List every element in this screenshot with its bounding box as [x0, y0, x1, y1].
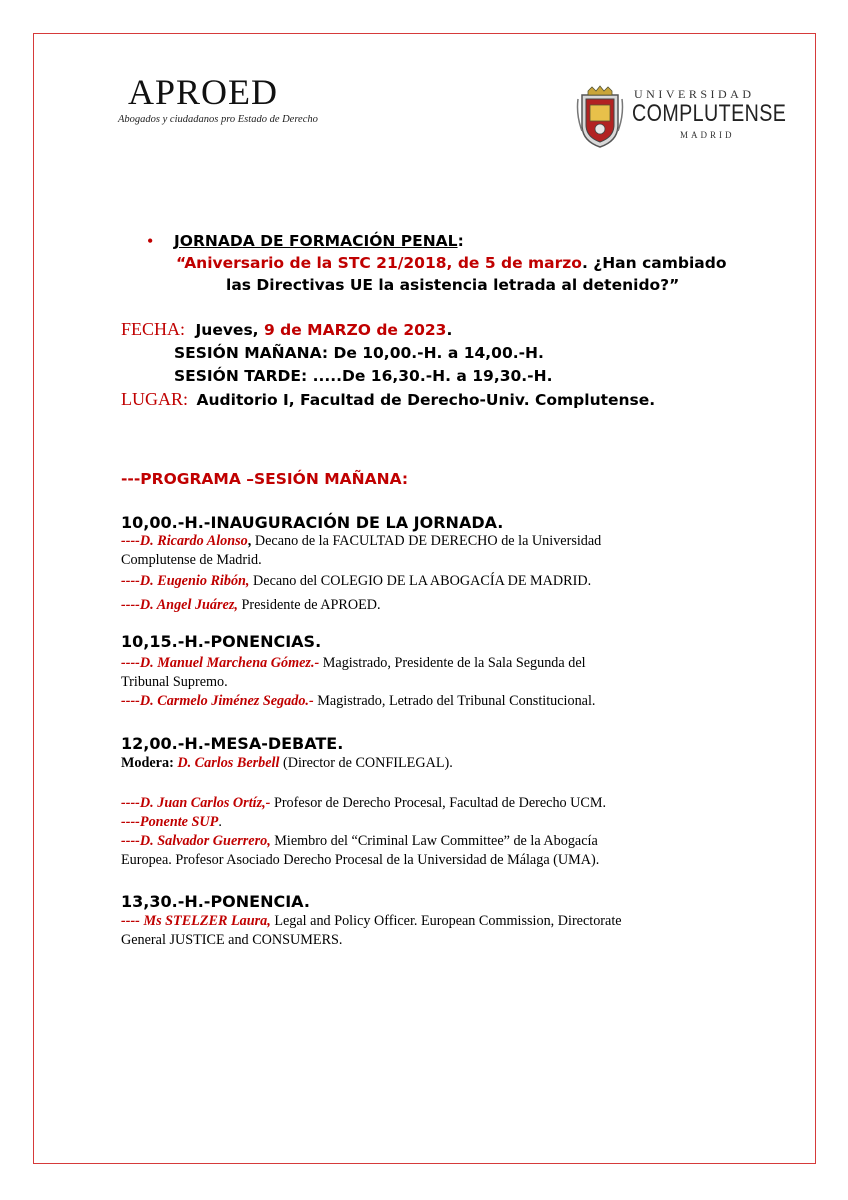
section-heading-inauguracion: 10,00.-H.-INAUGURACIÓN DE LA JORNADA.: [121, 513, 504, 532]
ucm-line1: UNIVERSIDAD: [634, 87, 755, 101]
list-item: ----Ponente SUP.: [121, 814, 222, 830]
list-item: ----D. Manuel Marchena Gómez.- Magistrado, Presidente de la Sala Segunda del Tribunal Supremo.: [121, 655, 586, 690]
ucm-line3: MADRID: [680, 130, 735, 140]
ucm-line2: COMPLUTENSE: [632, 100, 787, 127]
title-line2: “Aniversario de la STC 21/2018, de 5 de marzo. ¿Han cambiado: [176, 254, 727, 272]
ucm-crest-icon: [576, 85, 624, 151]
list-item: ----D. Ricardo Alonso, Decano de la FACULTAD DE DERECHO de la Universidad Complutense de Madrid.: [121, 533, 602, 568]
bullet-icon: •: [147, 231, 154, 251]
list-item: ----D. Eugenio Ribón, Decano del COLEGIO DE LA ABOGACÍA DE MADRID.: [121, 573, 592, 589]
aproed-name: APROED: [128, 72, 279, 112]
aproed-tagline: Abogados y ciudadanos pro Estado de Derecho: [118, 114, 318, 125]
modera-line: Modera: D. Carlos Berbell (Director de CONFILEGAL).: [121, 755, 453, 771]
list-item: ----D. Angel Juárez, Presidente de APROED.: [121, 597, 381, 613]
aproed-logo: [118, 72, 318, 125]
title-line1: JORNADA DE FORMACIÓN PENAL:: [174, 232, 464, 250]
sesion-tarde: SESIÓN TARDE: .....De 16,30.-H. a 19,30.-H.: [174, 367, 553, 385]
list-item: ---- Ms STELZER Laura, Legal and Policy Officer. European Commission, Directorate General JUSTICE and CONSUMERS.: [121, 913, 622, 948]
lugar-line: LUGAR: Auditorio I, Facultad de Derecho-Univ. Complutense.: [121, 389, 656, 409]
section-heading-ponencia: 13,30.-H.-PONENCIA.: [121, 892, 310, 911]
section-heading-mesa-debate: 12,00.-H.-MESA-DEBATE.: [121, 734, 344, 753]
fecha-line: FECHA: Jueves, 9 de MARZO de 2023.: [121, 319, 453, 339]
title-line3: las Directivas UE la asistencia letrada al detenido?”: [226, 276, 680, 294]
list-item: ----D. Juan Carlos Ortíz,- Profesor de Derecho Procesal, Facultad de Derecho UCM.: [121, 795, 607, 811]
list-item: ----D. Salvador Guerrero, Miembro del “Criminal Law Committee” de la Abogacía Europea. Profesor Asociado Derecho Procesal de la Universidad de Málaga (UMA).: [121, 833, 600, 868]
programa-heading: ---PROGRAMA –SESIÓN MAÑANA:: [121, 470, 409, 488]
section-heading-ponencias: 10,15.-H.-PONENCIAS.: [121, 632, 322, 651]
ucm-logo: [576, 85, 787, 155]
sesion-manana: SESIÓN MAÑANA: De 10,00.-H. a 14,00.-H.: [174, 344, 544, 362]
list-item: ----D. Carmelo Jiménez Segado.- Magistrado, Letrado del Tribunal Constitucional.: [121, 693, 596, 709]
